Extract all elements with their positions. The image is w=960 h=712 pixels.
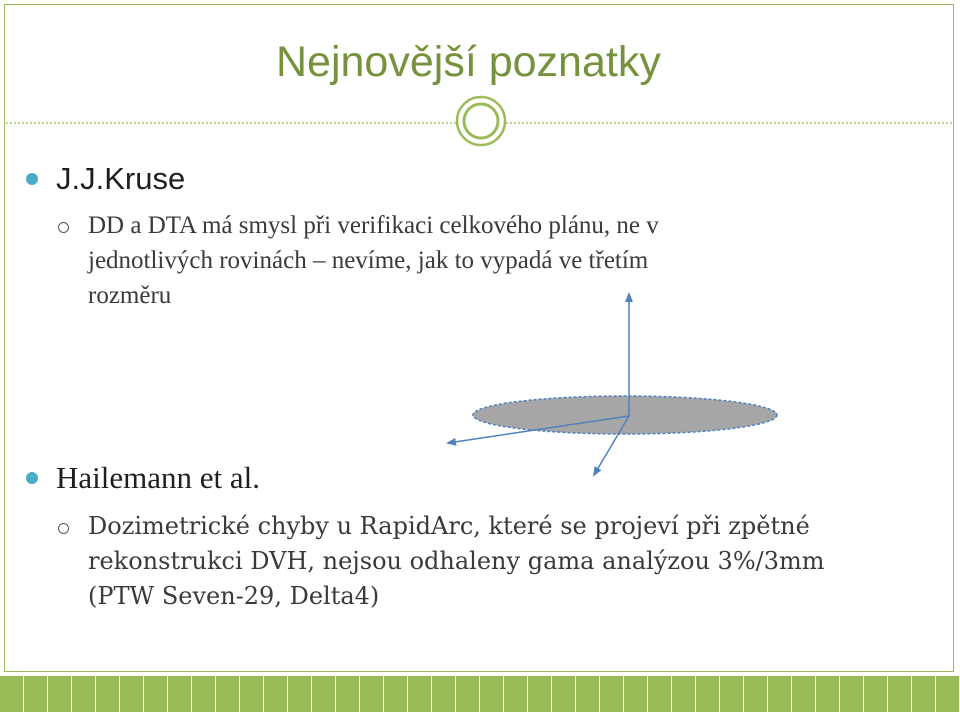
subbullet-line: rekonstrukci DVH, nejsou odhaleny gama analýzou 3%/3mm [88, 547, 825, 575]
subbullet-line: DD a DTA má smysl při verifikaci celkového plánu, ne v [88, 212, 659, 239]
subbullet-line: (PTW Seven-29, Delta4) [88, 582, 380, 610]
footer-bar [0, 676, 960, 712]
3d-axes-plane-diagram [448, 294, 777, 475]
bullet-kruse [26, 160, 185, 198]
subbullet-line: jednotlivých rovinách – nevíme, jak to vypadá ve třetím [88, 247, 649, 274]
slide-title: Nejnovější poznatky [276, 38, 661, 86]
ring-bullet-icon [58, 523, 69, 534]
subbullet-kruse [58, 208, 659, 313]
plane-ellipse [473, 396, 777, 434]
subbullet-line: Dozimetrické chyby u RapidArc, které se projeví při zpětné [88, 512, 810, 540]
bullet-dot-icon [26, 173, 38, 185]
subbullet-hailemann [58, 509, 825, 614]
ring-bullet-icon [58, 222, 69, 233]
bullet-text: J.J.Kruse [56, 161, 186, 196]
subbullet-line: rozměru [88, 282, 172, 309]
bullet-dot-icon [26, 472, 38, 484]
concentric-circles-icon [457, 97, 505, 145]
bullet-text: Hailemann et al. [56, 460, 260, 495]
bullet-hailemann [26, 459, 260, 497]
